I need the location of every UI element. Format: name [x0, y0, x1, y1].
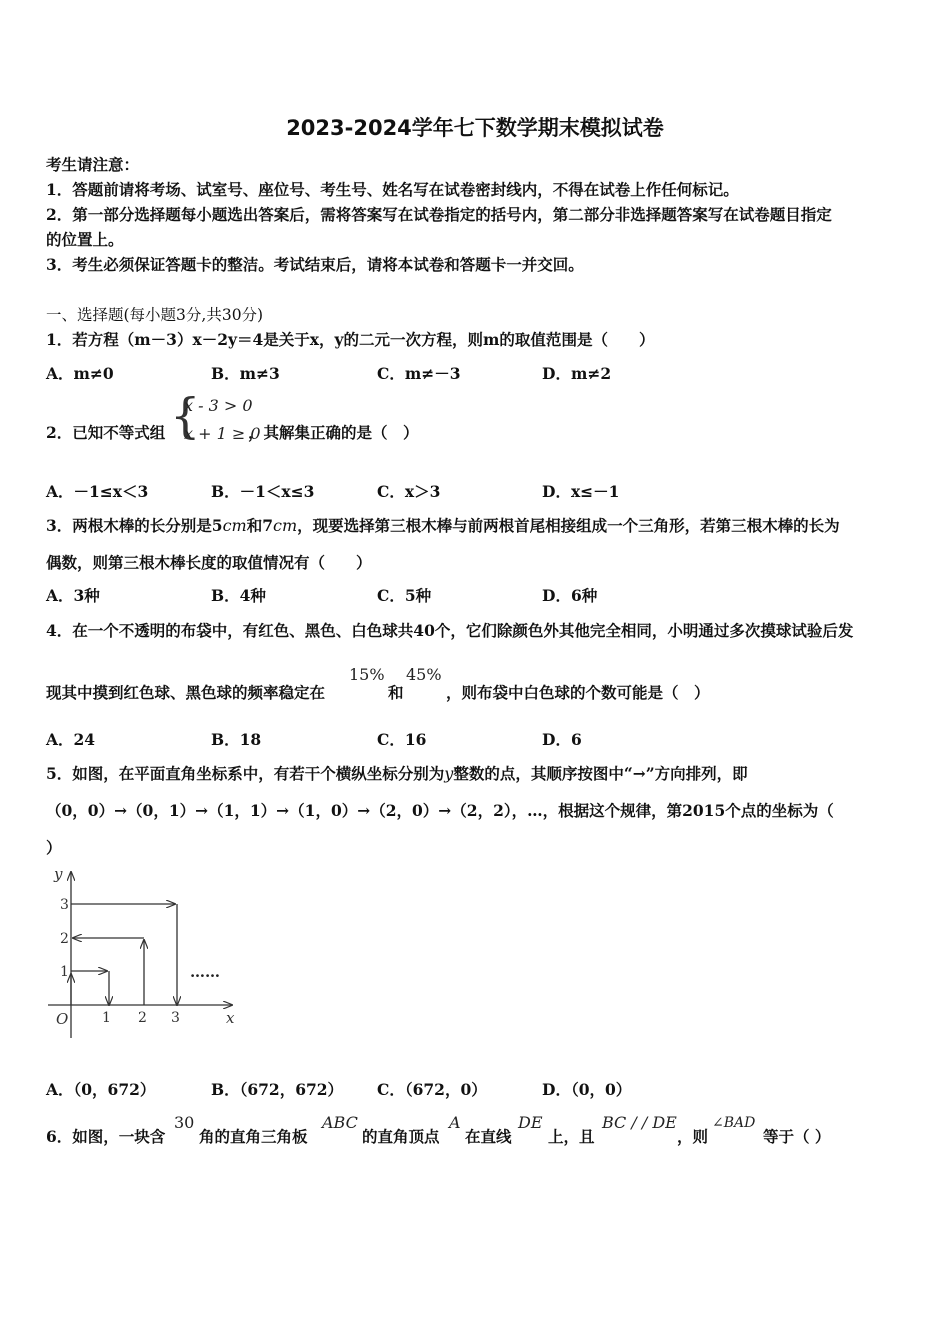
- q4-option-c: C．16: [377, 730, 427, 749]
- q6-text-2: 角的直角三角板: [199, 1127, 308, 1146]
- q2-option-d: D．x≤－1: [542, 482, 620, 501]
- q3-option-b: B．4种: [211, 586, 266, 605]
- q3-option-c: C．5种: [377, 586, 432, 605]
- page-title: 2023-2024学年七下数学期末模拟试卷: [286, 116, 664, 140]
- notice-line-2: 2．第一部分选择题每小题选出答案后，需将答案写在试卷指定的括号内，第二部分非选择题答案写在试卷题目指定: [46, 205, 832, 224]
- q4-line-2a: 现其中摸到红色球、黑色球的频率稳定在: [46, 683, 326, 702]
- q3-option-d: D．6种: [542, 586, 598, 605]
- x-tick-label: 2: [138, 1010, 147, 1026]
- q2-option-b: B．－1＜x≤3: [211, 482, 315, 501]
- q6-vertex-name: A: [449, 1113, 461, 1132]
- q2-inequality-1: x - 3 > 0: [184, 396, 253, 415]
- y-tick-label: 2: [60, 931, 69, 947]
- q4-percent-black: 45%: [406, 665, 442, 684]
- q5-option-a: A．（0，672）: [46, 1080, 156, 1099]
- q1-option-a: A．m≠0: [46, 364, 114, 383]
- q4-option-a: A．24: [46, 730, 96, 749]
- continuation-ellipsis: ……: [190, 963, 220, 981]
- q4-option-d: D．6: [542, 730, 582, 749]
- q2-inequality-2: x + 1 ≥ 0: [184, 424, 261, 443]
- q1-option-b: B．m≠3: [211, 364, 280, 383]
- q3-line-1: 3．两根木棒的长分别是5cm和7cm，现要选择第三根木棒与前两根首尾相接组成一个三角形，若第三根木棒的长为: [46, 516, 840, 535]
- q2-stem-post: ，其解集正确的是（ ）: [248, 423, 419, 442]
- q6-angle-value: 30: [174, 1113, 195, 1132]
- q6-line-name: DE: [518, 1113, 543, 1132]
- y-axis-label: y: [54, 865, 63, 883]
- q2-brace: {: [170, 388, 201, 444]
- q6-triangle-name: ABC: [322, 1113, 358, 1132]
- y-tick-label: 1: [60, 964, 69, 980]
- q2-option-a: A．－1≤x＜3: [46, 482, 149, 501]
- q6-angle-name: ∠BAD: [712, 1115, 756, 1131]
- q4-line-1: 4．在一个不透明的布袋中，有红色、黑色、白色球共40个，它们除颜色外其他完全相同，小明通过多次摸球试验后发: [46, 621, 854, 640]
- q5-line-3: ）: [46, 838, 62, 857]
- origin-label: O: [56, 1010, 69, 1028]
- q4-line-2c: ，则布袋中白色球的个数可能是（ ）: [446, 683, 710, 702]
- q4-option-b: B．18: [211, 730, 262, 749]
- notice-line-2-cont: 的位置上。: [46, 230, 124, 249]
- y-tick-label: 3: [60, 897, 69, 913]
- q4-line-2b: 和: [388, 683, 404, 702]
- q5-line-1: 5．如图，在平面直角坐标系中，有若干个横纵坐标分别为y整数的点，其顺序按图中“→”方向排列，即: [46, 764, 748, 783]
- q6-text-6: ，则: [677, 1127, 709, 1146]
- q5-line-2: （0，0）→（0，1）→（1，1）→（1，0）→（2，0）→（2，2），…，根据这个规律，第2015个点的坐标为（: [46, 801, 834, 820]
- q5-coordinate-figure: [40, 862, 250, 1047]
- q1-stem: 1．若方程（m－3）x－2y＝4是关于x，y的二元一次方程，则m的取值范围是（ ）: [46, 330, 655, 349]
- q3-line-2: 偶数，则第三根木棒长度的取值情况有（ ）: [46, 553, 372, 572]
- q6-text-4: 在直线: [465, 1127, 512, 1146]
- q2-stem-pre: 2．已知不等式组: [46, 423, 166, 442]
- q6-text-1: 6．如图，一块含: [46, 1127, 166, 1146]
- q5-option-c: C．（672，0）: [377, 1080, 487, 1099]
- q5-option-b: B．（672，672）: [211, 1080, 344, 1099]
- section-heading: 一、选择题(每小题3分,共30分): [46, 306, 264, 324]
- q6-text-5: 上，且: [548, 1127, 595, 1146]
- notice-heading: 考生请注意：: [46, 155, 140, 174]
- notice-line-3: 3．考生必须保证答题卡的整洁。考试结束后，请将本试卷和答题卡一并交回。: [46, 255, 584, 274]
- q1-option-c: C．m≠－3: [377, 364, 461, 383]
- x-axis-label: x: [226, 1009, 235, 1027]
- x-tick-label: 1: [102, 1010, 111, 1026]
- q1-option-d: D．m≠2: [542, 364, 612, 383]
- q6-parallel-condition: BC / / DE: [602, 1113, 677, 1132]
- q6-text-3: 的直角顶点: [362, 1127, 440, 1146]
- q2-option-c: C．x＞3: [377, 482, 441, 501]
- notice-line-1: 1．答题前请将考场、试室号、座位号、考生号、姓名写在试卷密封线内，不得在试卷上作任何标记。: [46, 180, 739, 199]
- q4-percent-red: 15%: [349, 665, 385, 684]
- x-tick-label: 3: [171, 1010, 180, 1026]
- q6-text-7: 等于（ ）: [763, 1127, 831, 1146]
- q5-option-d: D．（0，0）: [542, 1080, 632, 1099]
- q3-option-a: A．3种: [46, 586, 100, 605]
